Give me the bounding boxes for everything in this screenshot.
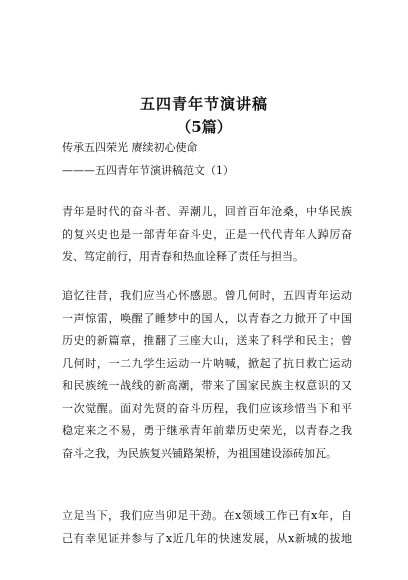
paragraph-line: 稳定来之不易，勇于继承青年前辈历史荣光，以青春之我 [62,424,352,437]
paragraph-line: 发、笃定前行，用青春和热血诠释了责任与担当。 [62,250,304,263]
paragraph-line: 一声惊雷，唤醒了睡梦中的国人，以青春之力掀开了中国 [62,311,352,325]
paragraph-line: 历史的新篇章，推翻了三座大山，送来了科学和民主；曾 [62,334,352,347]
paragraph-1 [62,201,352,269]
paragraph-line: 青年是时代的奋斗者、弄潮儿，回首百年沧桑，中华民族 [62,205,352,218]
document-tagline: 传承五四荣光 赓续初心使命 [62,141,198,154]
paragraph-line: 几何时，一二九学生运动一片呐喊，掀起了抗日救亡运动 [62,356,352,370]
paragraph-line: 和民族统一战线的新高潮，带来了国家民族主权意识的又 [62,379,352,392]
paragraph-line: 己有幸见证并参与了x近几年的快速发展，从x新城的拔地 [62,531,352,545]
paragraph-3 [62,505,352,550]
paragraph-line: 追忆往昔，我们应当心怀感恩。曾几何时，五四青年运动 [62,289,352,302]
paragraph-line: 奋斗之我，为民族复兴铺路架桥，为祖国建设添砖加瓦。 [62,446,337,460]
paragraph-line: 一次觉醒。面对先贤的奋斗历程，我们应该珍惜当下和平 [62,401,352,415]
paragraph-line: 的复兴史也是一部青年奋斗史，正是一代代青年人踔厉奋 [62,227,352,241]
section-heading: ———五四青年节演讲稿范文（1） [62,164,234,177]
document-title: 五四青年节演讲稿 [139,95,268,113]
document-subtitle: （5篇） [176,118,232,136]
paragraph-line: 立足当下，我们应当卯足干劲。在x领域工作已有x年，自 [62,509,352,522]
paragraph-2 [62,285,352,465]
